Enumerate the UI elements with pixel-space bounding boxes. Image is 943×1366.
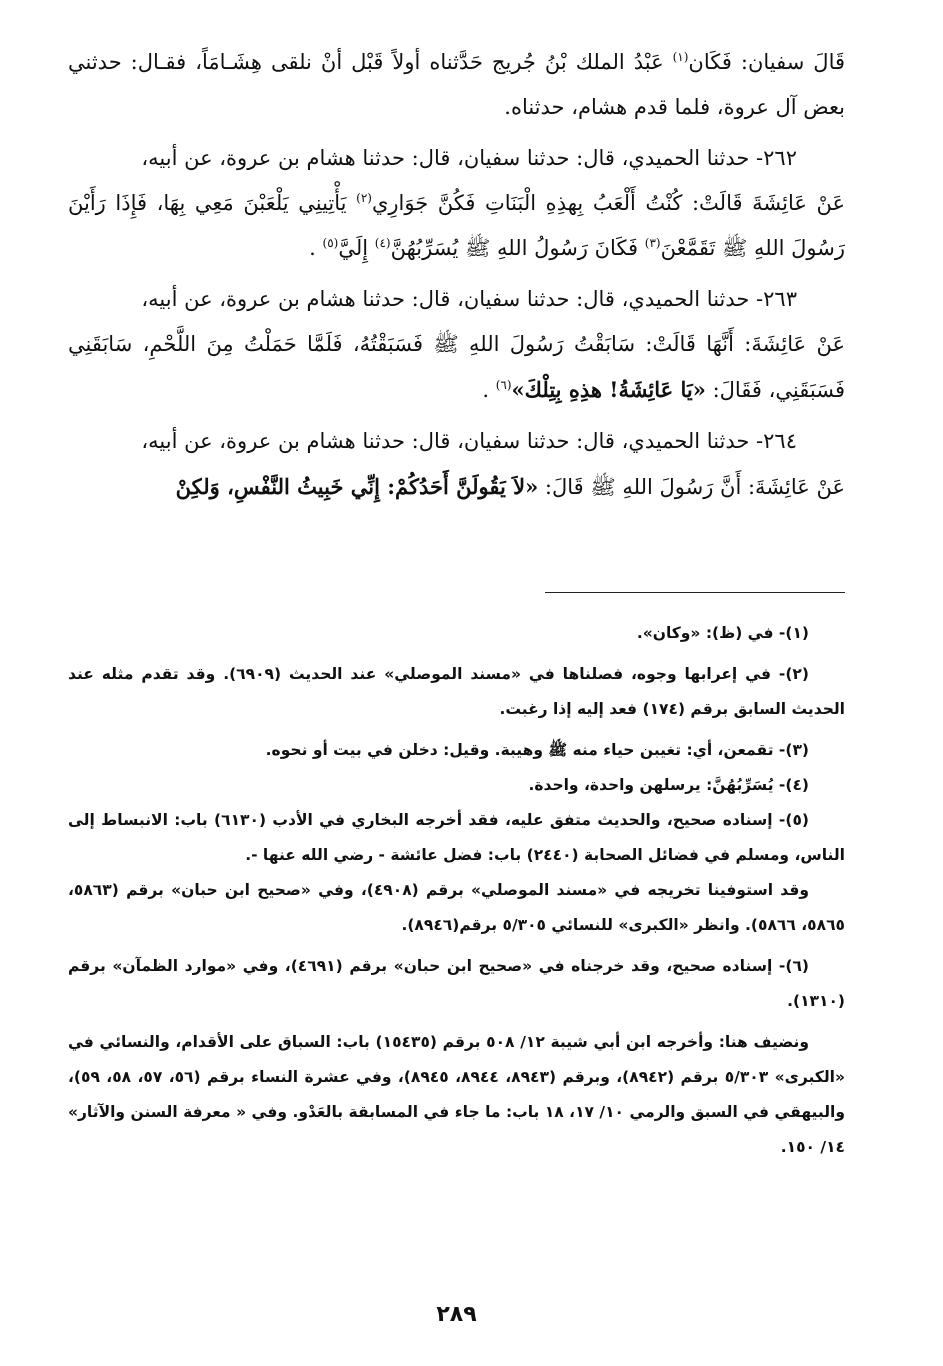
footnote-2: (٢)- في إعرابها وجوه، فصلناها في «مسند الموصلي» عند الحديث (٦٩٠٩). وقد تقدم مثله عند الحديث السابق برقم (١٧٤) فعد إليه إذا رغبت. [68,665,845,718]
hadith-263-text: عَنْ عَائِشَةَ: أَنَّهَا قَالَتْ: سَابَقْتُ رَسُولَ اللهِ ﷺ فَسَبَقْتُهُ، فَلَمَّا حَمَلْتُ مِنَ اللَّحْمِ، سَابَقَنِي فَسَبَقَنِي، فَقَالَ: «يَا عَائِشَةُ! هذِهِ بِتِلْكَ»$^{(٦)}$ . [68,332,845,402]
footnote-ref-6[interactable]: (٦) [495,378,512,392]
hadith-263-isnad: ٢٦٣- حدثنا الحميدي، قال: حدثنا سفيان، قال: حدثنا هشام بن عروة، عن أبيه، [141,287,797,311]
footnotes-section [68,616,845,1165]
hadith-264-isnad: ٢٦٤- حدثنا الحميدي، قال: حدثنا سفيان، قال: حدثنا هشام بن عروة، عن أبيه، [141,429,797,453]
footnote-1: (١)- في (ظ): «وكان». [636,624,809,642]
footnote-separator [545,592,845,593]
hadith-262-text: عَنْ عَائِشَةَ قَالَتْ: كُنْتُ أَلْعَبُ بِهذِهِ الْبَنَاتِ فَكُنَّ جَوَارِي$^{(٢)}$ يَأْتِينِي يَلْعَبْنَ مَعِي بِهَا، فَإِذَا رَأَيْنَ رَسُولَ اللهِ ﷺ تَقَمَّعْنَ$^{(٣)}$ فَكَانَ رَسُولُ اللهِ ﷺ يُسَرِّبُهُنَّ$^{(٤)}$ إِلَيَّ$^{(٥)}$ . [68,191,845,260]
footnote-ref-2[interactable]: (٢) [356,191,372,205]
hadith-264-text: عَنْ عَائِشَةَ: أَنَّ رَسُولَ اللهِ ﷺ قَالَ: «لاَ يَقُولَنَّ أَحَدُكُمْ: إِنِّي خَبِيثُ النَّفْسِ، وَلكِنْ [175,474,845,499]
footnote-ref-5[interactable]: (٥) [322,236,339,250]
main-text [68,40,845,510]
prophetic-saying: «يَا عَائِشَةُ! هذِهِ بِتِلْكَ» [511,377,706,402]
footnote-ref-3[interactable]: (٣) [644,236,661,250]
hadith-262-isnad: ٢٦٢- حدثنا الحميدي، قال: حدثنا سفيان، قال: حدثنا هشام بن عروة، عن أبيه، [141,146,797,170]
prophetic-saying: «لاَ يَقُولَنَّ أَحَدُكُمْ: إِنِّي خَبِيثُ النَّفْسِ، وَلكِنْ [175,474,539,499]
footnote-6-continued: ونضيف هنا: وأخرجه ابن أبي شيبة ١٢/ ٥٠٨ برقم (١٥٤٣٥) باب: السباق على الأقدام، والنسائي في «الكبرى» ٥/٣٠٣ برقم (٨٩٤٢)، وبرقم (٨٩٤٣، ٨٩٤٤، ٨٩٤٥)، وفي عشرة النساء برقم (٥٦، ٥٧، ٥٨، ٥٩)، والبيهقي في السبق والرمي ١٠/ ١٧، ١٨ باب: ما جاء في المسابقة بالعَدْو. وفي « معرفة السنن والآثار» ١٤/ ١٥٠. [68,1033,845,1156]
footnote-6: (٦)- إسناده صحيح، وقد خرجناه في «صحيح ابن حبان» برقم (٤٦٩١)، وفي «موارد الظمآن» برقم (١٣١٠). [68,957,845,1010]
footnote-3: (٣)- تقمعن، أي: تغيبن حياء منه ﷺ وهيبة. وقيل: دخلن في بيت أو نحوه. [265,741,809,759]
footnote-ref-4[interactable]: (٤) [374,236,391,250]
footnote-5-continued: وقد استوفينا تخريجه في «مسند الموصلي» برقم (٤٩٠٨)، وفي «صحيح ابن حبان» برقم (٥٨٦٣، ٥٨٦٥، ٥٨٦٦). وانظر «الكبرى» للنسائي ٥/٣٠٥ برقم(٨٩٤٦). [68,881,845,934]
document-page [68,40,845,1326]
footnote-4: (٤)- يُسَرِّبُهُنَّ: يرسلهن واحدة، واحدة. [528,776,809,794]
page-number: ٢٨٩ [436,1302,477,1327]
footnote-ref-1[interactable]: (١) [672,50,689,64]
footnote-5: (٥)- إسناده صحيح، والحديث متفق عليه، فقد أخرجه البخاري في الأدب (٦١٣٠) باب: الانبساط إلى الناس، ومسلم في فضائل الصحابة (٢٤٤٠) باب: فضل عائشة - رضي الله عنها -. [68,811,845,864]
intro-paragraph: قَالَ سفيان: فَكَان$^{(١)}$ عَبْدُ الملك بْنُ جُريج حَدَّثناه أولاً قَبْل أنْ نلقى هِشَـامَاً، فقـال: حدثني بعض آل عروة، فلما قدم هشام، حدثناه. [68,50,845,119]
